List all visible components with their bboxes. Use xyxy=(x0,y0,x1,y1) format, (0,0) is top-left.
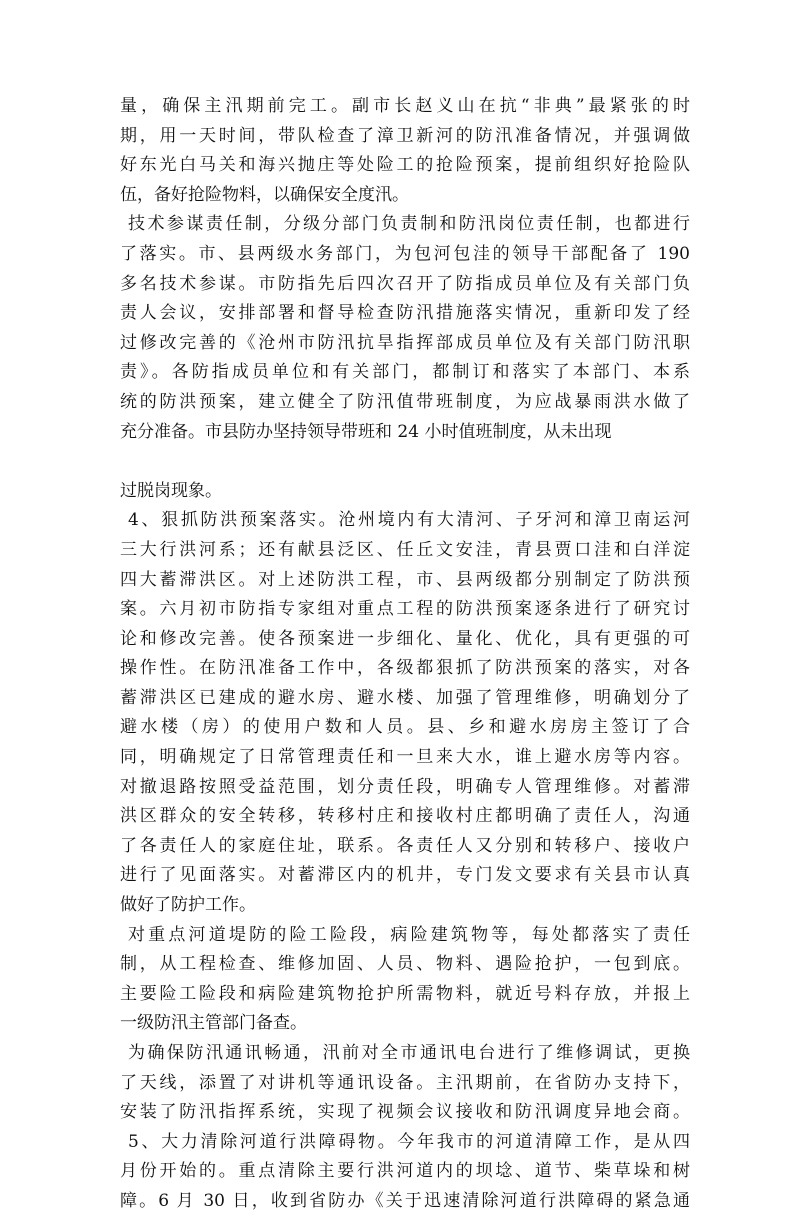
text-line: 进行了见面落实。对蓄滞区内的机井，专门发文要求有关县市认真 xyxy=(120,865,690,886)
text-line: 过修改完善的《沧州市防汛抗旱指挥部成员单位及有关部门防汛职 xyxy=(120,332,690,353)
text-line: 主要险工险段和病险建筑物抢护所需物料，就近号料存放，并报上 xyxy=(120,983,690,1004)
text-line: 障。6 月 30 日，收到省防办《关于迅速清除河道行洪障碍的紧急通 xyxy=(120,1190,690,1211)
text-line: 好东光白马关和海兴抛庄等处险工的抢险预案，提前组织好抢险队 xyxy=(120,155,690,176)
text-line: 为确保防汛通讯畅通，汛前对全市通讯电台进行了维修调试，更换 xyxy=(128,1043,690,1063)
text-line: 了落实。市、县两级水务部门，为包河包洼的领导干部配备了 190 xyxy=(120,243,690,264)
text-line: 5、大力清除河道行洪障碍物。今年我市的河道清障工作，是从四 xyxy=(128,1131,690,1152)
text-line: 量，确保主汛期前完工。副市长赵义山在抗“非典”最紧张的时 xyxy=(120,96,690,116)
text-line: 月份开始的。重点清除主要行洪河道内的坝埝、道节、柴草垛和树 xyxy=(120,1161,690,1182)
text-line: 一级防汛主管部门备查。 xyxy=(120,1013,307,1034)
text-line: 案。六月初市防指专家组对重点工程的防洪预案逐条进行了研究讨 xyxy=(120,599,690,620)
text-line: 责》。各防指成员单位和有关部门，都制订和落实了本部门、本系 xyxy=(120,362,690,383)
text-line: 4、狠抓防洪预案落实。沧州境内有大清河、子牙河和漳卫南运河 xyxy=(128,510,690,531)
text-line: 制，从工程检查、维修加固、人员、物料、遇险抢护，一包到底。 xyxy=(120,954,690,975)
document-body xyxy=(120,92,690,1217)
text-line: 统的防洪预案，建立健全了防汛值带班制度，为应战暴雨洪水做了 xyxy=(120,391,690,412)
text-line: 同，明确规定了日常管理责任和一旦来大水，谁上避水房等内容。 xyxy=(120,747,690,768)
text-line: 安装了防汛指挥系统，实现了视频会议接收和防汛调度异地会商。 xyxy=(120,1102,690,1123)
text-line: 对重点河道堤防的险工险段，病险建筑物等，每处都落实了责任 xyxy=(128,924,690,945)
text-line: 操作性。在防汛准备工作中，各级都狠抓了防洪预案的落实，对各 xyxy=(120,658,690,679)
text-line: 责人会议，安排部署和督导检查防汛措施落实情况，重新印发了经 xyxy=(120,303,690,324)
text-line: 伍，备好抢险物料，以确保安全度汛。 xyxy=(120,184,409,205)
text-line: 避水楼（房）的使用户数和人员。县、乡和避水房房主签订了合 xyxy=(120,717,690,738)
text-line: 四大蓄滞洪区。对上述防洪工程，市、县两级都分别制定了防洪预 xyxy=(120,569,690,590)
text-line: 多名技术参谋。市防指先后四次召开了防指成员单位及有关部门负 xyxy=(120,273,690,294)
text-line: 技术参谋责任制，分级分部门负责制和防汛岗位责任制，也都进行 xyxy=(128,214,690,235)
text-line: 对撤退路按照受益范围，划分责任段，明确专人管理维修。对蓄滞 xyxy=(120,776,690,797)
text-line: 期，用一天时间，带队检查了漳卫新河的防汛准备情况，并强调做 xyxy=(120,125,690,146)
text-line: 了各责任人的家庭住址，联系。各责任人又分别和转移户、接收户 xyxy=(120,835,690,856)
text-line: 做好了防护工作。 xyxy=(120,895,256,916)
text-line: 过脱岗现象。 xyxy=(120,480,222,501)
text-line: 充分准备。市县防办坚持领导带班和 24 小时值班制度，从未出现 xyxy=(120,421,612,442)
blank-line xyxy=(120,447,690,477)
text-line: 论和修改完善。使各预案进一步细化、量化、优化，具有更强的可 xyxy=(120,628,690,649)
text-line: 洪区群众的安全转移，转移村庄和接收村庄都明确了责任人，沟通 xyxy=(120,806,690,827)
text-line: 了天线，添置了对讲机等通讯设备。主汛期前，在省防办支持下， xyxy=(120,1072,690,1093)
text-line: 蓄滞洪区已建成的避水房、避水楼、加强了管理维修，明确划分了 xyxy=(120,687,690,708)
text-line: 三大行洪河系；还有献县泛区、任丘文安洼，青县贾口洼和白洋淀 xyxy=(120,539,690,560)
